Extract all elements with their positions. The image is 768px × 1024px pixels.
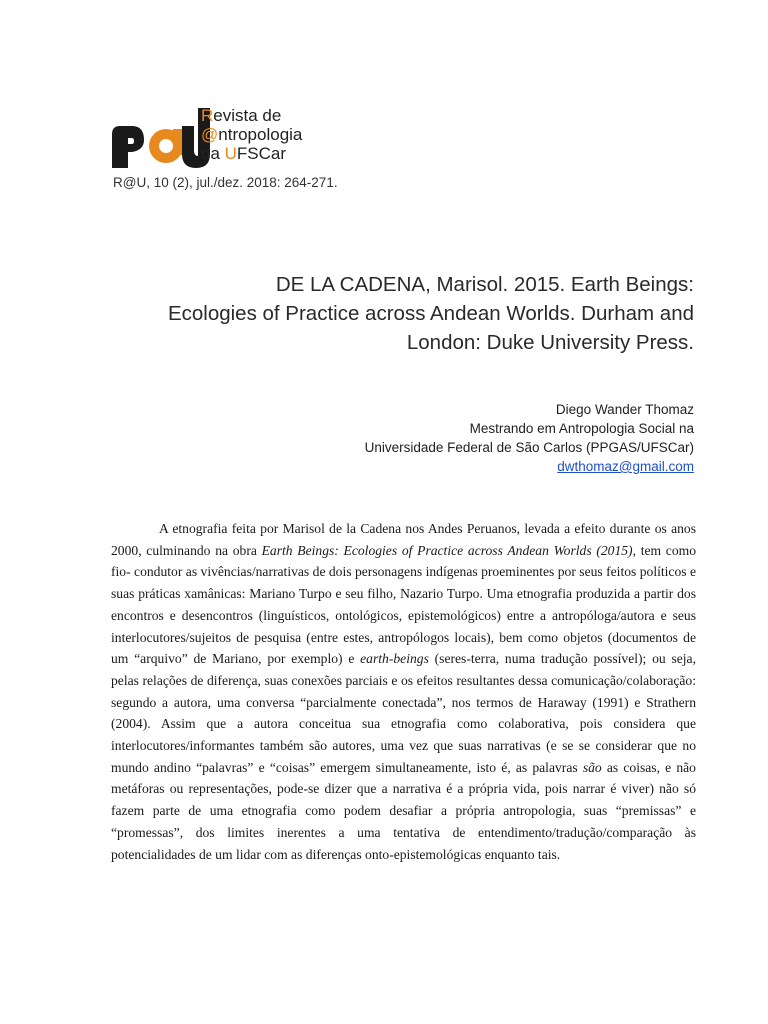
review-title-line-1: DE LA CADENA, Marisol. 2015. Earth Beings: xyxy=(275,273,694,296)
sao-italic: são xyxy=(582,759,602,775)
body-text-segment-2: , tem como fio- condutor as vivências/narrativas de dois personagens indígenas proeminentes por seus feitos políticos e suas práticas xamânicas: Mariano Turpo e seu filho, Nazario Turpo. Uma etnografia produzida a partir dos encontros e desencontros (linguísticos, ontológicos, epistemológicos) entre a antropóloga/autora e seus interlocutores/sujeitos de pesquisa (entre estes, antropólogos locais), bem como objetos (documentos de um “arquivo” de Mariano, por exemplo) e xyxy=(111,542,696,667)
journal-name-line-1 xyxy=(201,106,302,125)
book-title-italic: Earth Beings: Ecologies of Practice across Andean Worlds (2015) xyxy=(261,542,633,558)
journal-name-prefix-3: da xyxy=(201,144,225,163)
review-title xyxy=(74,270,694,357)
body-paragraph xyxy=(111,518,696,865)
journal-name-line-2 xyxy=(201,125,302,144)
review-title-line-3: London: Duke University Press. xyxy=(406,331,694,354)
rau-logo-mark xyxy=(110,106,210,170)
body-text-segment-1: A etnografia feita por Marisol de la Cadena nos Andes Peruanos, levada a efeito durante os anos 2000, culminando na obra xyxy=(111,521,696,558)
journal-initial-u: U xyxy=(224,144,237,163)
author-email-link[interactable]: dwthomaz@gmail.com xyxy=(557,459,694,474)
earth-beings-italic: earth-beings xyxy=(360,651,429,667)
journal-name-rest-1: evista de xyxy=(213,106,282,125)
review-title-line-2: Ecologies of Practice across Andean Worlds. Durham and xyxy=(167,302,694,325)
author-affiliation: Universidade Federal de São Carlos (PPGAS/UFSCar) xyxy=(364,440,694,455)
author-block xyxy=(174,400,694,476)
journal-name-rest-2: ntropologia xyxy=(218,125,303,144)
journal-initial-r: R xyxy=(201,106,214,125)
journal-name xyxy=(201,106,302,163)
journal-name-line-3 xyxy=(201,144,302,163)
journal-citation: R@U, 10 (2), jul./dez. 2018: 264-271. xyxy=(113,175,338,190)
body-text-segment-3: (seres-terra, numa tradução possível); ou seja, pelas relações de diferença, suas conexões parciais e os efeitos resultantes dessa comunicação/colaboração: segundo a autora, uma conversa “parcialmente conectada”, nos termos de Haraway (1991) e Strathern (2004). Assim que a autora conceitua sua etnografia como colaborativa, pois considera que interlocutores/informantes também são autores, uma vez que suas narrativas (e se se considerar que no mundo andino “palavras” e “coisas” emergem simultaneamente, isto é, as palavras xyxy=(111,651,696,775)
author-name: Diego Wander Thomaz xyxy=(555,402,694,417)
author-role: Mestrando em Antropologia Social na xyxy=(469,421,694,436)
journal-initial-at: @ xyxy=(201,125,219,144)
body-text-segment-4: as coisas, e não metáforas ou representações, pode-se dizer que a narrativa é a própria vida, pois narrar é viver) não só fazem parte de uma etnografia como podem desafiar a própria antropologia, suas “premissas” e “promessas”, dos limites inerentes a uma tentativa de entendimento/tradução/comparação às potencialidades de um lidar com as diferenças onto-epistemológicas enquanto tais. xyxy=(111,759,696,862)
journal-name-rest-3: FSCar xyxy=(236,144,287,163)
journal-logo xyxy=(110,106,210,170)
